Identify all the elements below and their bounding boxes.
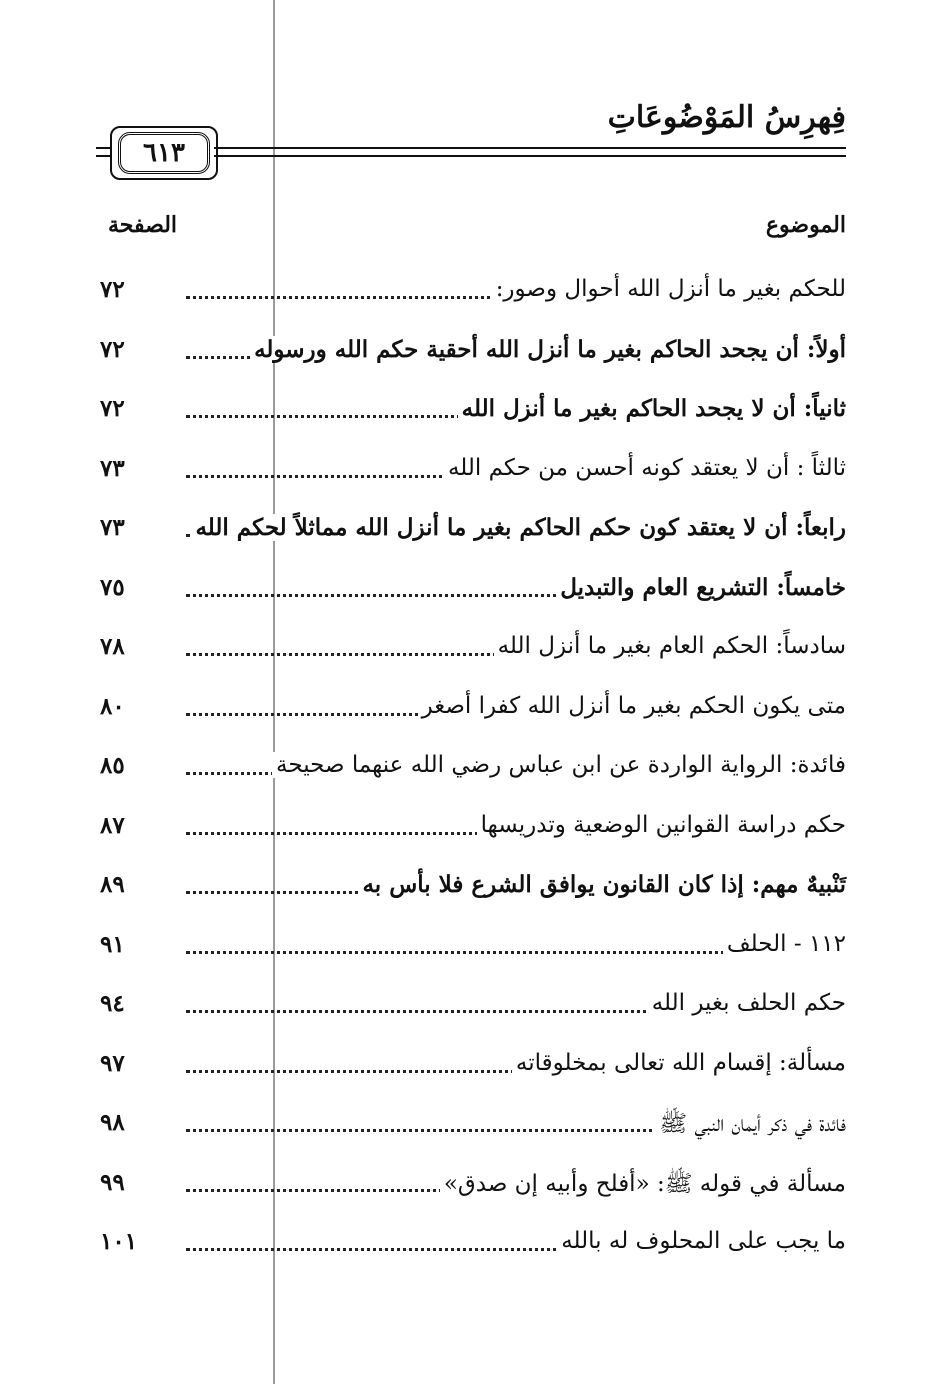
- page-column-header: الصفحة: [108, 212, 178, 238]
- toc-entry-title: حكم الحلف بغير الله: [648, 990, 846, 1016]
- toc-entry: [100, 931, 846, 971]
- toc-entry-page: ٧٣: [100, 454, 125, 482]
- toc-entry-page: ٧٥: [100, 573, 125, 601]
- toc-entry: [100, 1228, 846, 1268]
- toc-entry: [100, 336, 846, 376]
- toc-entry-title: رابعاً: أن لا يعتقد كون حكم الحاكم بغير ما أنزل الله مماثلاً لحكم الله: [191, 514, 846, 541]
- toc-entry: [100, 1050, 846, 1090]
- toc-entry: [100, 871, 846, 911]
- toc-entry: [100, 395, 846, 435]
- toc-entry-title: للحكم بغير ما أنزل الله أحوال وصور:: [492, 276, 846, 302]
- toc-entry-title: خامساً: التشريع العام والتبديل: [556, 574, 846, 601]
- toc-entry-page: ٩٩: [100, 1168, 125, 1196]
- toc-entry: [100, 455, 846, 495]
- toc-entry-title: أولاً: أن يجحد الحاكم بغير ما أنزل الله أحقية حكم الله ورسوله: [250, 336, 846, 363]
- toc-entry-page: ٩٧: [100, 1049, 125, 1077]
- toc-entry-page: ٨٥: [100, 752, 125, 779]
- header-rule-left-top: [96, 147, 110, 149]
- toc-entry-title: فائدة: الرواية الواردة عن ابن عباس رضي الله عنهما صحيحة: [272, 752, 846, 778]
- toc-entry-title: فائدة في ذكر أيمان النبي ﷺ: [655, 1109, 846, 1143]
- toc-entry: [100, 1109, 846, 1149]
- toc-entry-title: ثالثاً : أن لا يعتقد كونه أحسن من حكم الله: [444, 455, 846, 481]
- toc-entry-page: ١٠١: [100, 1228, 138, 1255]
- toc-entry-title: تَنْبيهٌ مهم: إذا كان القانون يوافق الشرع فلا بأس به: [358, 871, 846, 898]
- toc-entry-title: ١١٢ - الحلف: [723, 931, 846, 957]
- toc-entry: [100, 693, 846, 733]
- toc-entry-page: ٧٢: [100, 276, 125, 303]
- toc-entry-title: مسألة: إقسام الله تعالى بمخلوقاته: [512, 1050, 846, 1076]
- toc-entry-page: ٨٧: [100, 811, 125, 839]
- toc-entry: [100, 574, 846, 614]
- header-rule-left-bottom: [96, 155, 110, 157]
- toc-entry-title: مسألة في قوله ﷺ: «أفلح وأبيه إن صدق»: [440, 1169, 846, 1203]
- header-rule-top: [214, 147, 846, 149]
- toc-entry-page: ٩٨: [100, 1109, 125, 1136]
- toc-entry-title: متى يكون الحكم بغير ما أنزل الله كفرا أصغر: [418, 693, 846, 719]
- toc-entry-page: ٧٣: [100, 514, 125, 541]
- toc-entry-page: ٨٠: [100, 692, 125, 720]
- toc-entry: [100, 812, 846, 852]
- toc-entry-page: ٨٩: [100, 871, 125, 898]
- toc-entry-page: ٧٨: [100, 633, 125, 660]
- toc-entry: [100, 1169, 846, 1209]
- toc-entry-page: ٩١: [100, 930, 125, 958]
- page-number: ٦١٣: [118, 132, 210, 174]
- toc-entry-page: ٩٤: [100, 990, 125, 1017]
- page-title: فِهرِسُ المَوْضُوعَاتِ: [607, 100, 846, 135]
- topic-column-header: الموضوع: [765, 212, 846, 238]
- toc-entry: [100, 633, 846, 673]
- toc-entry-title: ثانياً: أن لا يجحد الحاكم بغير ما أنزل الله: [458, 395, 846, 422]
- toc-entry-title: ما يجب على المحلوف له بالله: [557, 1228, 846, 1254]
- toc-entry: [100, 276, 846, 316]
- toc-entry-page: ٧٢: [100, 395, 125, 422]
- toc-entry-title: حكم دراسة القوانين الوضعية وتدريسها: [477, 812, 846, 838]
- header-rule-bottom: [214, 155, 846, 157]
- toc-entry-page: ٧٢: [100, 335, 125, 363]
- toc-entry-title: سادساً: الحكم العام بغير ما أنزل الله: [494, 633, 846, 659]
- toc-entry: [100, 752, 846, 792]
- toc-entry: [100, 990, 846, 1030]
- toc-entry: [100, 514, 846, 554]
